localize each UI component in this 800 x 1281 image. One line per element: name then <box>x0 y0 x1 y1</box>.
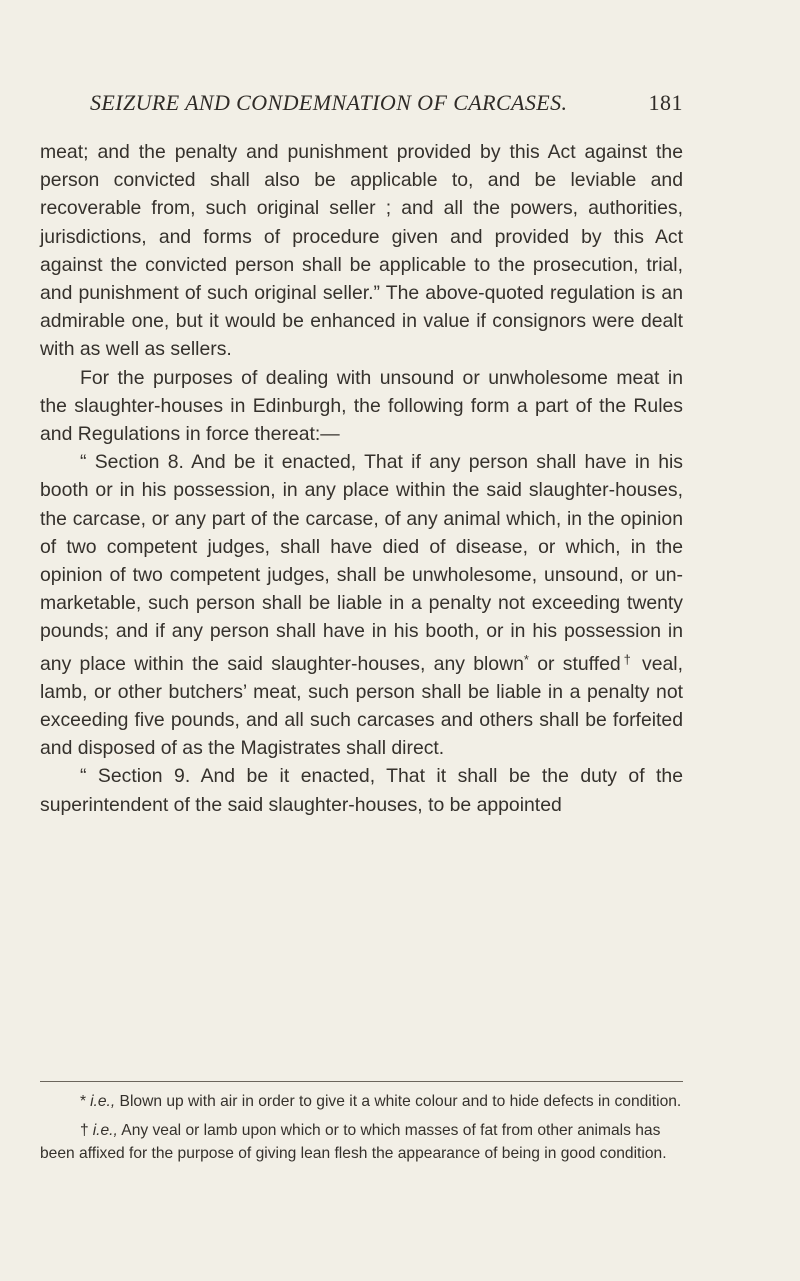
section-8-text-a: “ Section 8. And be it enacted, That if any person shall have in his booth or in his possession, in any place within the said slaughter-houses, the carcase, or any part of the carcase, of any animal which, in the opinion of two competent judges, shall have died of disease, or which, in the opinion of two competent judges, shall be unwholesome, unsound, or un-marketable, such person shall be liable in a penalty not exceeding twenty pounds; and if any person shall have in his booth, or in his possession in any place within the said slaughter-houses, any blown <box>40 451 683 675</box>
footnote-2-text: Any veal or lamb upon which or to which masses of fat from other animals has been affixed for the purpose of giving lean flesh the appearance of being in good condition. <box>40 1122 667 1162</box>
footnote-ref-dagger: † <box>620 651 634 667</box>
section-8-text-c: veal, lamb, or other butchers’ meat, such person shall be liable in a penalty not exceeding five pounds, and all such carcases and others shall be forfeited and disposed of as the Magistrates shall direct. <box>40 652 683 760</box>
footnote-2-abbr: i.e., <box>92 1122 118 1139</box>
page-number: 181 <box>648 90 683 115</box>
footnote-1-abbr: i.e., <box>90 1093 116 1110</box>
footnotes <box>40 1090 683 1171</box>
body-text <box>40 138 683 819</box>
footnote-ref-asterisk: * <box>523 651 529 667</box>
footnote-1-mark: * <box>80 1093 87 1110</box>
paragraph-1: meat; and the penalty and punishment provided by this Act against the person convicted shall also be applicable to, and be leviable and recoverable from, such original seller ; and all the powers, authorities, jurisdictions, and forms of procedure given and provided by this Act against the convicted person shall be applicable to the prosecution, trial, and punishment of such original seller.” The above-quoted regulation is an admirable one, but it would be enhanced in value if consignors were dealt with as well as sellers. <box>40 141 683 361</box>
running-head <box>90 90 683 124</box>
paragraph-2: For the purposes of dealing with unsound or unwholesome meat in the slaughter-houses in Edinburgh, the following form a part of the Rules and Regulations in force thereat:— <box>40 366 683 446</box>
footnote-2 <box>40 1119 683 1165</box>
paragraph-section-8 <box>40 448 683 762</box>
section-8-text-b: or stuffed <box>528 652 621 675</box>
footnote-1 <box>40 1090 683 1113</box>
footnote-2-mark: † <box>80 1122 89 1139</box>
paragraph-section-9: “ Section 9. And be it enacted, That it shall be the duty of the superintendent of the said slaughter-houses, to be appointed <box>40 765 683 816</box>
footnote-1-text: Blown up with air in order to give it a white colour and to hide defects in condition. <box>115 1093 682 1110</box>
footnote-divider <box>40 1081 683 1082</box>
running-title: SEIZURE AND CONDEMNATION OF CARCASES. <box>90 90 568 115</box>
